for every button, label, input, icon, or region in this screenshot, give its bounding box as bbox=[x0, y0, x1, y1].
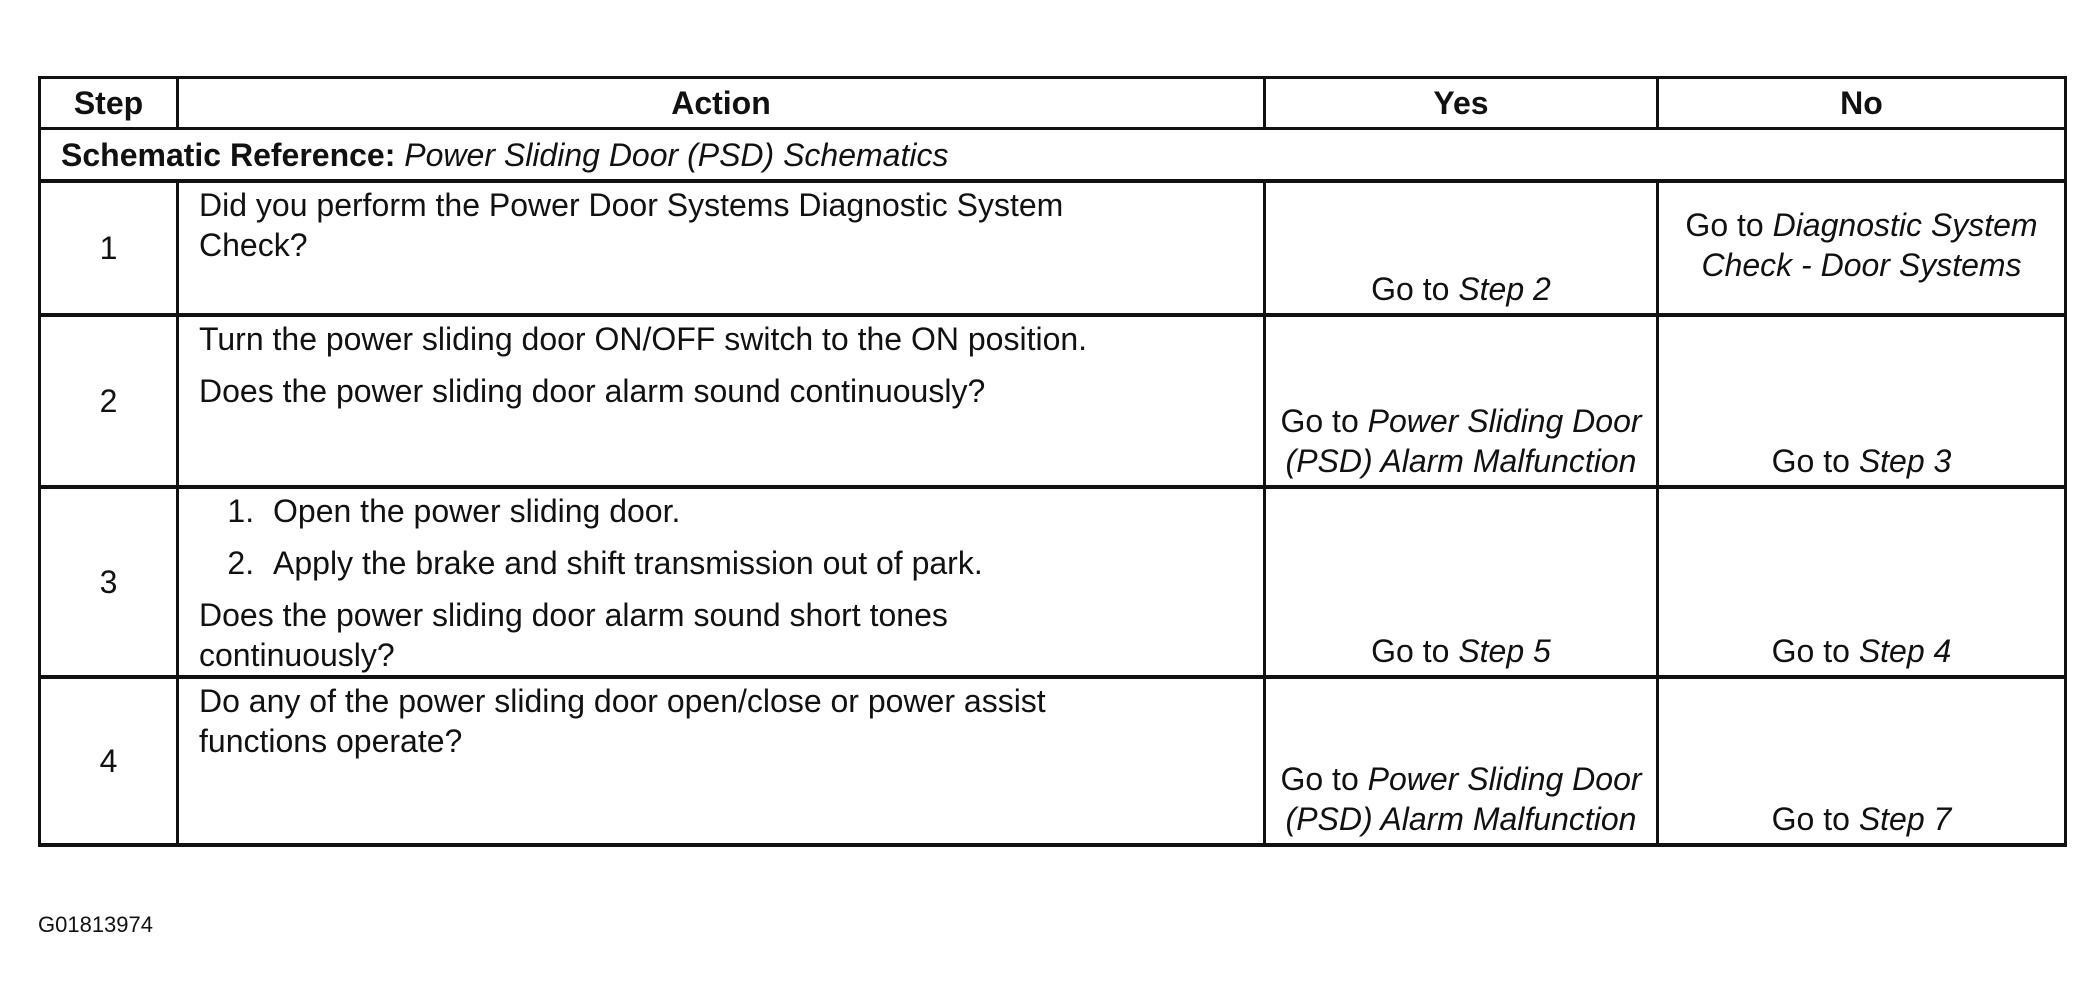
figure-id: G01813974 bbox=[38, 912, 153, 937]
no-link[interactable]: Step 3 bbox=[1858, 443, 1952, 479]
table-row bbox=[40, 181, 2066, 315]
yes-prefix: Go to bbox=[1371, 633, 1450, 669]
schematic-reference-row bbox=[40, 129, 2066, 182]
step-number: 4 bbox=[40, 677, 178, 845]
yes-cell bbox=[1265, 315, 1658, 487]
no-cell bbox=[1658, 677, 2066, 845]
no-prefix: Go to bbox=[1771, 801, 1850, 837]
action-cell bbox=[178, 677, 1265, 845]
header-no: No bbox=[1658, 78, 2066, 129]
action-question: Does the power sliding door alarm sound short tones continuously? bbox=[199, 597, 948, 673]
yes-link[interactable]: Step 5 bbox=[1458, 633, 1551, 669]
table-row bbox=[40, 677, 2066, 845]
header-yes: Yes bbox=[1265, 78, 1658, 129]
action-text: Did you perform the Power Door Systems Diagnostic System Check? bbox=[199, 187, 1064, 263]
header-action: Action bbox=[178, 78, 1265, 129]
step-number: 1 bbox=[40, 181, 178, 315]
yes-link[interactable]: Power Sliding Door (PSD) Alarm Malfunction bbox=[1285, 761, 1642, 837]
yes-prefix: Go to bbox=[1280, 403, 1359, 439]
action-cell bbox=[178, 315, 1265, 487]
yes-prefix: Go to bbox=[1371, 271, 1450, 307]
yes-link[interactable]: Step 2 bbox=[1458, 271, 1551, 307]
schematic-reference-label: Schematic Reference: bbox=[61, 136, 396, 173]
action-cell bbox=[178, 487, 1265, 677]
yes-cell bbox=[1265, 487, 1658, 677]
no-prefix: Go to bbox=[1685, 207, 1764, 243]
no-cell bbox=[1658, 315, 2066, 487]
action-cell bbox=[178, 181, 1265, 315]
yes-prefix: Go to bbox=[1280, 761, 1359, 797]
no-prefix: Go to bbox=[1771, 443, 1850, 479]
no-cell bbox=[1658, 181, 2066, 315]
action-text: Turn the power sliding door ON/OFF switch to the ON position. bbox=[199, 321, 1088, 357]
no-prefix: Go to bbox=[1771, 633, 1850, 669]
table-row bbox=[40, 315, 2066, 487]
action-steps-list bbox=[199, 491, 1247, 583]
no-link[interactable]: Diagnostic System Check - Door Systems bbox=[1701, 207, 2038, 283]
yes-cell bbox=[1265, 677, 1658, 845]
no-link[interactable]: Step 4 bbox=[1858, 633, 1952, 669]
yes-link[interactable]: Power Sliding Door (PSD) Alarm Malfunction bbox=[1285, 403, 1642, 479]
schematic-reference-link[interactable]: Power Sliding Door (PSD) Schematics bbox=[404, 136, 949, 173]
yes-cell bbox=[1265, 181, 1658, 315]
schematic-reference-cell bbox=[40, 129, 2066, 182]
action-text: Do any of the power sliding door open/close or power assist functions operate? bbox=[199, 683, 1046, 759]
step-number: 2 bbox=[40, 315, 178, 487]
list-item: 2. Apply the brake and shift transmission out of park. bbox=[263, 543, 1247, 583]
step-number: 3 bbox=[40, 487, 178, 677]
no-cell bbox=[1658, 487, 2066, 677]
no-link[interactable]: Step 7 bbox=[1858, 801, 1952, 837]
list-item: 1. Open the power sliding door. bbox=[263, 491, 1247, 531]
diagnostic-table bbox=[38, 76, 2067, 847]
table-row bbox=[40, 487, 2066, 677]
header-step: Step bbox=[40, 78, 178, 129]
header-row bbox=[40, 78, 2066, 129]
action-question: Does the power sliding door alarm sound continuously? bbox=[199, 373, 986, 409]
